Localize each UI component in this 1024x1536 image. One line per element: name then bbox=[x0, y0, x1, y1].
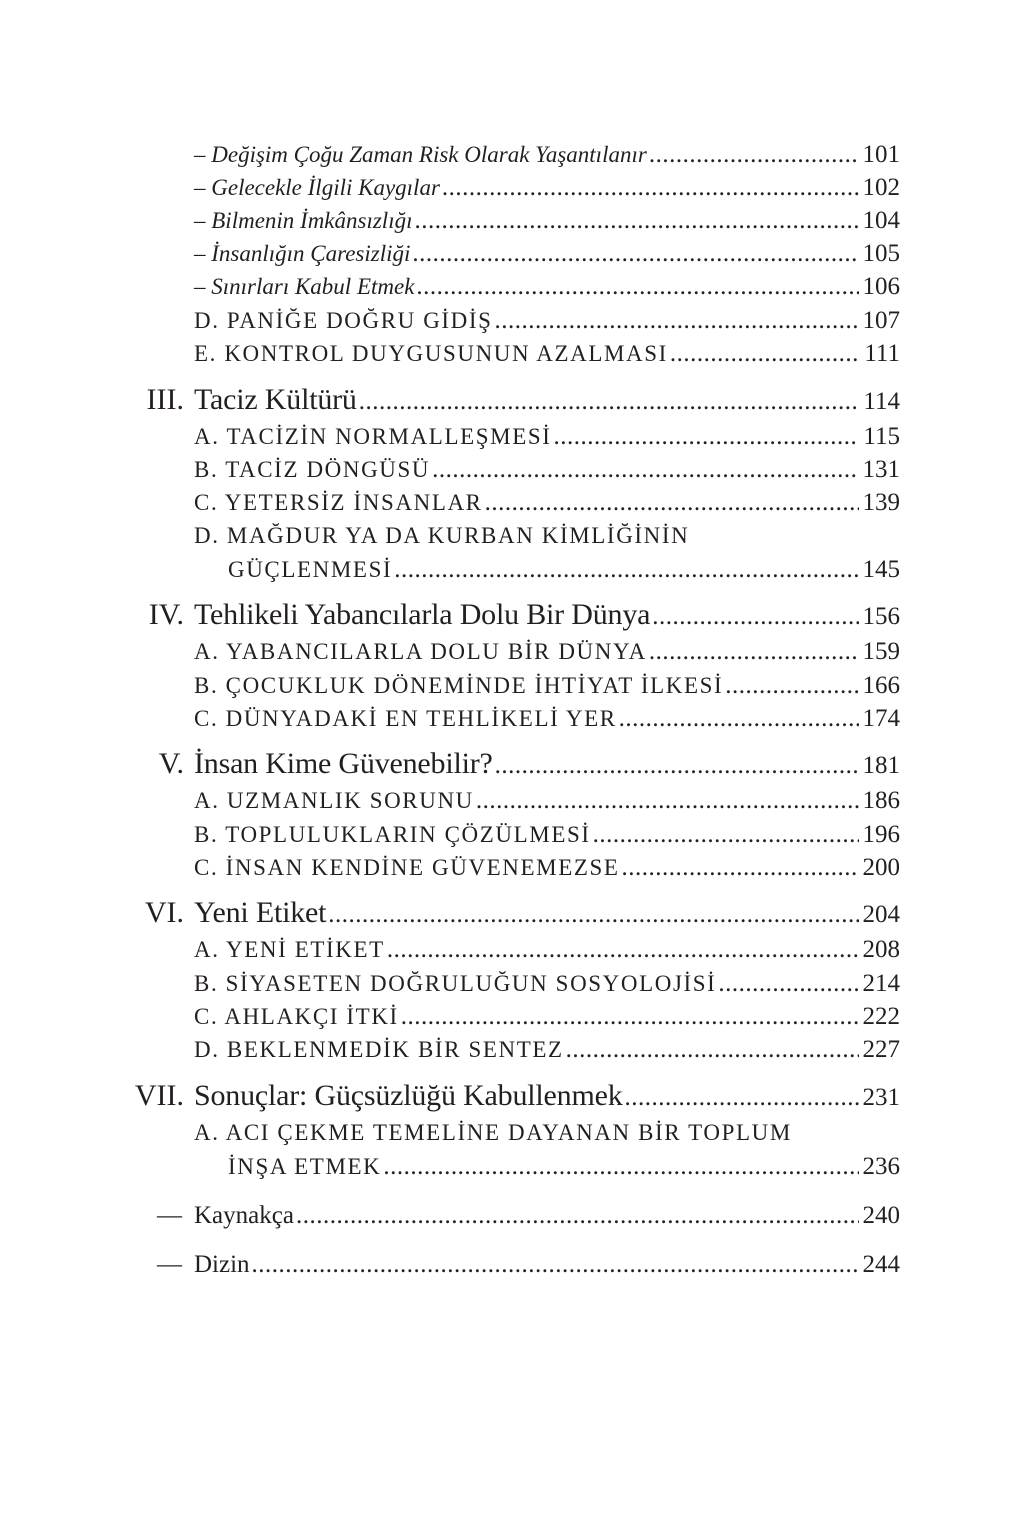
toc-section-title: E. KONTROL DUYGUSUNUN AZALMASI bbox=[194, 341, 668, 366]
toc-section-title: B. ÇOCUKLUK DÖNEMİNDE İHTİYAT İLKESİ bbox=[194, 673, 724, 698]
toc-section[interactable] bbox=[0, 1000, 1024, 1034]
toc-leader-dots bbox=[432, 453, 858, 487]
toc-section[interactable] bbox=[0, 669, 1024, 703]
toc-section[interactable] bbox=[0, 337, 1024, 371]
toc-section[interactable] bbox=[0, 453, 1024, 487]
toc-section-title: C. DÜNYADAKİ EN TEHLİKELİ YER bbox=[194, 706, 617, 731]
toc-section-title: D. PANİĞE DOĞRU GİDİŞ bbox=[194, 308, 493, 333]
toc-section[interactable] bbox=[0, 486, 1024, 520]
toc-chapter[interactable] bbox=[0, 598, 1024, 638]
toc-leader-dots bbox=[328, 898, 858, 932]
toc-section[interactable] bbox=[0, 784, 1024, 818]
toc-leader-dots bbox=[619, 702, 859, 736]
toc-leader-dots bbox=[387, 933, 859, 967]
toc-leader-dots bbox=[412, 237, 858, 271]
toc-page-number: 222 bbox=[862, 1003, 900, 1030]
toc-leader-dots bbox=[495, 749, 859, 783]
toc-page-number: 107 bbox=[862, 307, 900, 334]
toc-section-wrapped[interactable] bbox=[0, 1116, 1024, 1150]
toc-page-number: 181 bbox=[862, 752, 900, 779]
toc-page-number: 131 bbox=[862, 456, 900, 483]
toc-subentry[interactable] bbox=[0, 237, 1024, 271]
toc-section-title: A. YENİ ETİKET bbox=[194, 937, 385, 962]
toc-back-matter-title: Kaynakça bbox=[194, 1202, 294, 1229]
toc-leader-dots bbox=[476, 784, 859, 818]
toc-page-number: 114 bbox=[863, 388, 900, 415]
toc-page-number: 166 bbox=[862, 672, 900, 699]
toc-page-number: 101 bbox=[862, 141, 900, 168]
toc-page-number: 156 bbox=[862, 603, 900, 630]
toc-section-title-line1: A. ACI ÇEKME TEMELİNE DAYANAN BİR TOPLUM bbox=[194, 1120, 792, 1145]
toc-section[interactable] bbox=[0, 304, 1024, 338]
toc-leader-dots bbox=[718, 967, 858, 1001]
toc-page-number: 244 bbox=[862, 1251, 900, 1278]
toc-leader-dots bbox=[252, 1248, 859, 1282]
toc-leader-dots bbox=[554, 420, 860, 454]
toc-subentry-title: – Değişim Çoğu Zaman Risk Olarak Yaşantılanır bbox=[194, 142, 647, 167]
chapter-title: Yeni Etiket bbox=[194, 896, 327, 929]
toc-section[interactable] bbox=[0, 702, 1024, 736]
toc-section-wrapped-continuation[interactable] bbox=[0, 553, 1024, 587]
toc-section-title: C. İNSAN KENDİNE GÜVENEMEZSE bbox=[194, 855, 620, 880]
toc-section-title: B. TACİZ DÖNGÜSÜ bbox=[194, 457, 431, 482]
toc-subentry-title: – Sınırları Kabul Etmek bbox=[194, 274, 415, 299]
toc-page-number: 104 bbox=[862, 207, 900, 234]
toc-page-number: 106 bbox=[862, 273, 900, 300]
toc-leader-dots bbox=[416, 270, 858, 304]
toc-section[interactable] bbox=[0, 1033, 1024, 1067]
toc-page-number: 159 bbox=[862, 638, 900, 665]
toc-section[interactable] bbox=[0, 967, 1024, 1001]
chapter-number: VI. bbox=[144, 896, 184, 929]
toc-leader-dots bbox=[622, 851, 859, 885]
toc-leader-dots bbox=[383, 1150, 858, 1184]
toc-section[interactable] bbox=[0, 933, 1024, 967]
toc-section-title: A. TACİZİN NORMALLEŞMESİ bbox=[194, 424, 552, 449]
toc-section[interactable] bbox=[0, 818, 1024, 852]
toc-page-number: 200 bbox=[862, 854, 900, 881]
toc-back-matter[interactable] bbox=[0, 1199, 1024, 1233]
toc-back-matter-title: Dizin bbox=[194, 1251, 250, 1278]
chapter-number: III. bbox=[146, 383, 184, 416]
toc-section-title: D. BEKLENMEDİK BİR SENTEZ bbox=[194, 1037, 564, 1062]
toc-page-number: 204 bbox=[862, 901, 900, 928]
toc-page-number: 236 bbox=[862, 1153, 900, 1180]
toc-page-number: 115 bbox=[863, 423, 900, 450]
toc-section-title: A. UZMANLIK SORUNU bbox=[194, 788, 474, 813]
toc-leader-dots bbox=[394, 553, 858, 587]
toc-leader-dots bbox=[652, 600, 858, 634]
chapter-title: İnsan Kime Güvenebilir? bbox=[194, 747, 493, 780]
toc-leader-dots bbox=[401, 1000, 859, 1034]
toc-section-title: B. SİYASETEN DOĞRULUĞUN SOSYOLOJİSİ bbox=[194, 971, 717, 996]
toc-page-number: 105 bbox=[862, 240, 900, 267]
chapter-number: V. bbox=[158, 747, 184, 780]
toc-page-number: 174 bbox=[862, 705, 900, 732]
toc-subentry[interactable] bbox=[0, 171, 1024, 205]
toc-section-title-line2: GÜÇLENMESİ bbox=[228, 557, 393, 582]
toc-section-title-line1: D. MAĞDUR YA DA KURBAN KİMLİĞİNİN bbox=[194, 523, 690, 548]
toc-leader-dots bbox=[296, 1199, 859, 1233]
toc-leader-dots bbox=[625, 1081, 859, 1115]
toc-chapter[interactable] bbox=[0, 896, 1024, 936]
toc-chapter[interactable] bbox=[0, 747, 1024, 787]
toc-leader-dots bbox=[359, 385, 860, 419]
toc-page-number: 208 bbox=[862, 936, 900, 963]
em-dash: — bbox=[157, 1202, 182, 1229]
toc-subentry-title: – Gelecekle İlgili Kaygılar bbox=[194, 175, 440, 200]
toc-subentry[interactable] bbox=[0, 138, 1024, 172]
toc-leader-dots bbox=[649, 635, 859, 669]
toc-section-wrapped-continuation[interactable] bbox=[0, 1150, 1024, 1184]
toc-leader-dots bbox=[725, 669, 858, 703]
toc-subentry-title: – Bilmenin İmkânsızlığı bbox=[194, 208, 413, 233]
chapter-number: IV. bbox=[148, 598, 184, 631]
toc-page-number: 139 bbox=[862, 489, 900, 516]
toc-page-number: 196 bbox=[862, 821, 900, 848]
toc-page-number: 227 bbox=[862, 1036, 900, 1063]
toc-page-number: 186 bbox=[862, 787, 900, 814]
toc-leader-dots bbox=[414, 204, 858, 238]
toc-section[interactable] bbox=[0, 635, 1024, 669]
toc-subentry[interactable] bbox=[0, 270, 1024, 304]
toc-subentry[interactable] bbox=[0, 204, 1024, 238]
chapter-title: Taciz Kültürü bbox=[194, 383, 357, 416]
toc-section-title: C. YETERSİZ İNSANLAR bbox=[194, 490, 483, 515]
toc-subentry-title: – İnsanlığın Çaresizliği bbox=[194, 241, 411, 266]
chapter-title: Sonuçlar: Güçsüzlüğü Kabullenmek bbox=[194, 1079, 623, 1112]
em-dash: — bbox=[157, 1251, 182, 1278]
toc-page-number: 231 bbox=[862, 1084, 900, 1111]
toc-section-title: C. AHLAKÇI İTKİ bbox=[194, 1004, 399, 1029]
chapter-number: VII. bbox=[134, 1079, 184, 1112]
toc-leader-dots bbox=[495, 304, 859, 338]
toc-leader-dots bbox=[670, 337, 860, 371]
toc-page-number: 102 bbox=[862, 174, 900, 201]
toc-back-matter[interactable] bbox=[0, 1248, 1024, 1282]
toc-page-number: 240 bbox=[862, 1202, 900, 1229]
toc-page-number: 145 bbox=[862, 556, 900, 583]
toc-section[interactable] bbox=[0, 420, 1024, 454]
toc-chapter[interactable] bbox=[0, 1079, 1024, 1119]
chapter-title: Tehlikeli Yabancılarla Dolu Bir Dünya bbox=[194, 598, 651, 631]
toc-section-title-line2: İNŞA ETMEK bbox=[228, 1154, 382, 1179]
toc-page-number: 111 bbox=[864, 340, 900, 367]
toc-section-wrapped[interactable] bbox=[0, 519, 1024, 553]
toc-leader-dots bbox=[593, 818, 859, 852]
toc-chapter[interactable] bbox=[0, 383, 1024, 423]
toc-section[interactable] bbox=[0, 851, 1024, 885]
toc-page-number: 214 bbox=[862, 970, 900, 997]
toc-section-title: B. TOPLULUKLARIN ÇÖZÜLMESİ bbox=[194, 822, 591, 847]
toc-leader-dots bbox=[485, 486, 859, 520]
toc-leader-dots bbox=[566, 1033, 859, 1067]
toc-leader-dots bbox=[649, 138, 859, 172]
toc-leader-dots bbox=[442, 171, 859, 205]
toc-section-title: A. YABANCILARLA DOLU BİR DÜNYA bbox=[194, 639, 647, 664]
